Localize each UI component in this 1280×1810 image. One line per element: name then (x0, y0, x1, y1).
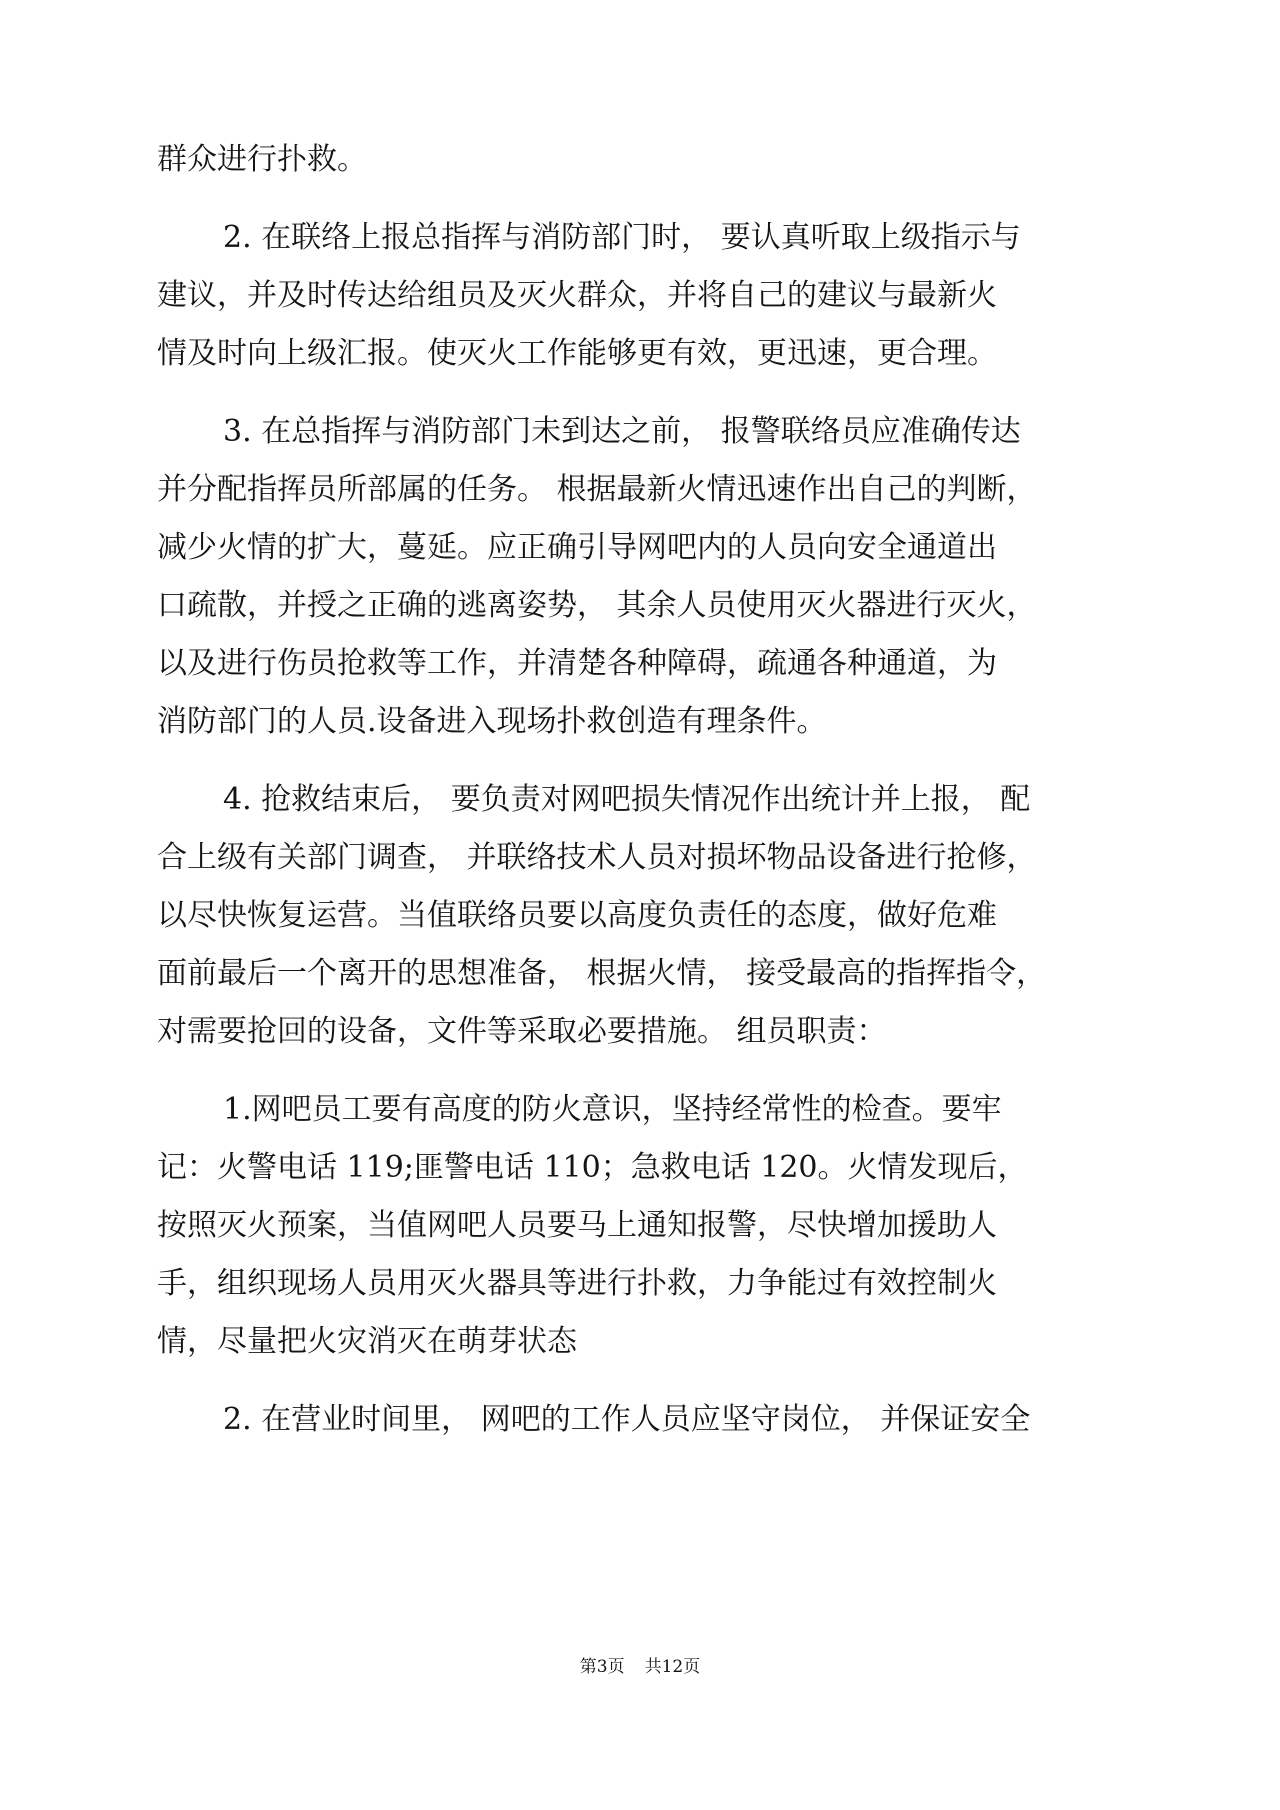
text-line: 3. 在总指挥与消防部门未到达之前， 报警联络员应准确传达 (223, 414, 1021, 449)
text-line: 情及时向上级汇报。使灭火工作能够更有效，更迅速，更合理。 (157, 336, 997, 371)
paragraph (157, 131, 1127, 189)
page-total: 共12页 (644, 1657, 701, 1677)
paragraph (157, 1391, 1127, 1449)
text-line: 4. 抢救结束后， 要负责对网吧损失情况作出统计并上报， 配 (223, 782, 1031, 817)
text-line: 对需要抢回的设备，文件等采取必要措施。 组员职责： (157, 1014, 887, 1049)
text-line: 口疏散，并授之正确的逃离姿势， 其余人员使用灭火器进行灭火， (157, 588, 1037, 623)
page-footer (0, 1655, 1280, 1679)
paragraph (157, 1081, 1127, 1371)
text-line: 消防部门的人员.设备进入现场扑救创造有理条件。 (157, 704, 827, 739)
text-line: 以尽快恢复运营。当值联络员要以高度负责任的态度，做好危难 (157, 898, 997, 933)
text-line: 记：火警电话 119;匪警电话 110；急救电话 120。火情发现后， (157, 1150, 1028, 1185)
text-line: 2. 在联络上报总指挥与消防部门时， 要认真听取上级指示与 (223, 220, 1021, 255)
paragraph (157, 403, 1127, 751)
paragraph (157, 771, 1127, 1061)
text-line: 按照灭火预案，当值网吧人员要马上通知报警，尽快增加援助人 (157, 1208, 997, 1243)
text-line: 减少火情的扩大，蔓延。应正确引导网吧内的人员向安全通道出 (157, 530, 997, 565)
text-line: 2. 在营业时间里， 网吧的工作人员应坚守岗位， 并保证安全 (223, 1402, 1031, 1437)
text-line: 面前最后一个离开的思想准备， 根据火情， 接受最高的指挥指令， (157, 956, 1047, 991)
paragraph (157, 209, 1127, 383)
text-line: 合上级有关部门调查， 并联络技术人员对损坏物品设备进行抢修， (157, 840, 1037, 875)
text-line: 建议，并及时传达给组员及灭火群众，并将自己的建议与最新火 (157, 278, 997, 313)
text-line: 并分配指挥员所部属的任务。 根据最新火情迅速作出自己的判断， (157, 472, 1037, 507)
text-line: 手，组织现场人员用灭火器具等进行扑救，力争能过有效控制火 (157, 1266, 997, 1301)
text-line: 情，尽量把火灾消灭在萌芽状态 (157, 1324, 577, 1359)
document-body (157, 131, 1127, 1449)
text-line: 以及进行伤员抢救等工作，并清楚各种障碍，疏通各种通道，为 (157, 646, 997, 681)
page-number: 第3页 (579, 1657, 625, 1677)
text-line: 1.网吧员工要有高度的防火意识，坚持经常性的检查。要牢 (223, 1092, 1002, 1127)
text-line: 群众进行扑救。 (157, 142, 367, 177)
